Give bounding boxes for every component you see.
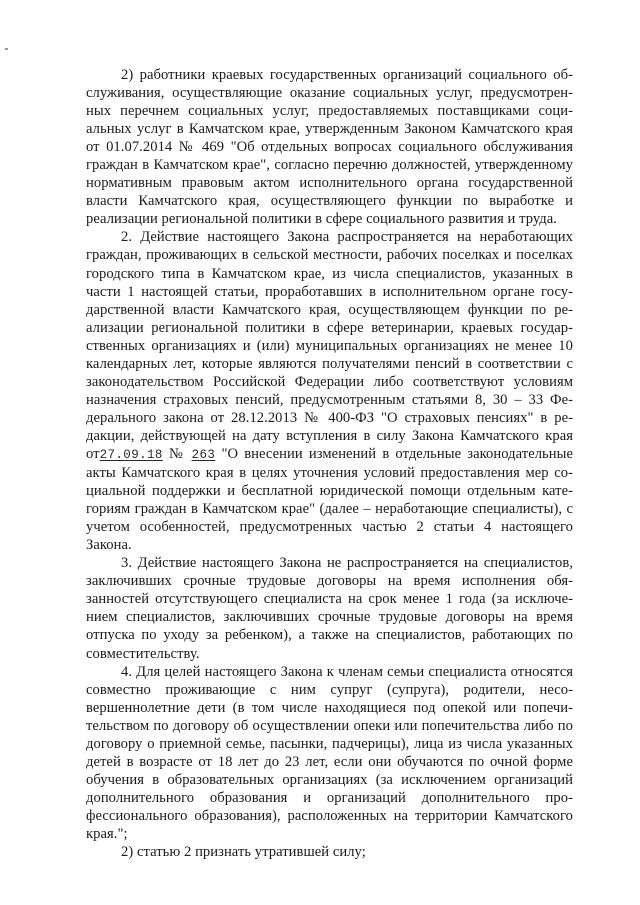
paragraph-employees-social-services: 2) работники краевых государственных организаций социального обслуживания, осуществляющие оказание социальных услуг, предусмотренных перечнем социальных услуг, предоставляемых поставщиками социальных услуг в Камчатском крае, утвержденным Законом Камчатского края от 01.07.2014 № 469 "Об отдельных вопросах социального обслуживания граждан в Камчатском крае", согласно перечню должностей, утвержденному нормативным правовым актом исполнительного органа государственной власти Камчатского края, осуществляющего функции по выработке и реализации региональной политики в сфере социального развития и труда. [86, 67, 573, 228]
document-page [86, 66, 573, 861]
paragraph-text-end: "О внесении изменений в отдельные законодательные акты Камчатского края в целях уточнения условий предоставления мер социальной поддержки и бесплатной юридической помощи отдельным категориям граждан в Камчатском крае" (далее – неработающие специалисты), с учетом особенностей, предусмотренных частью 2 статьи 4 настоящего Закона. [86, 445, 574, 554]
paragraph-fixed-term-contracts: 3. Действие настоящего Закона не распространяется на специалистов, заключивших срочные трудовые договоры на время исполнения обязанностей отсутствующего специалиста на срок менее 1 года (за исключением специалистов, заключивших срочные трудовые договоры на время отпуска по уходу за ребенком), а также на специалистов, работающих по совместительству. [86, 555, 573, 662]
paragraph-text-start: 2. Действие настоящего Закона распространяется на неработающих граждан, проживающих в сельской местности, рабочих поселках и поселках городского типа в Камчатском крае, из числа специалистов, указанных в части 1 настоящей статьи, проработавших в исполнительном органе государственной власти Камчатского края, осуществляющем функции по реализации региональной политики в сфере ветеринарии, краевых государственных организациях и (или) муниципальных организациях не менее 10 календарных лет, которые являются получателями пенсий в соответствии с законодательством Российской Федерации либо соответствуют условиям назначения страховых пенсий, предусмотренным статьями 8, 30 – 33 Федерального закона от 28.12.2013 № 400-ФЗ "О страховых пенсиях" в редакции, действующей на дату вступления в силу Закона Камчатского края от [86, 229, 573, 462]
paragraph-article-2-repeal: 2) статью 2 признать утратившей силу; [121, 844, 366, 861]
law-date-fill-in: 27.09.18 [99, 447, 163, 462]
scan-margin-mark [5, 48, 8, 50]
law-number-fill-in: 263 [191, 447, 216, 462]
paragraph-family-members: 4. Для целей настоящего Закона к членам семьи специалиста относятся совместно проживающие с ним супруг (супруга), родители, несовершеннолетние дети (в том числе находящиеся под опекой или попечительством по договору об осуществлении опеки или попечительства либо по договору о приемной семье, пасынки, падчерицы), лица из числа указанных детей в возрасте от 18 лет до 23 лет, если они обучаются по очной форме обучения в образовательных организациях (за исключением организаций дополнительного образования и организаций дополнительного профессионального образования), расположенных на территории Камчатского края."; [86, 663, 573, 842]
paragraph-non-working-specialists [86, 228, 573, 554]
law-number-sign: № [162, 445, 192, 462]
